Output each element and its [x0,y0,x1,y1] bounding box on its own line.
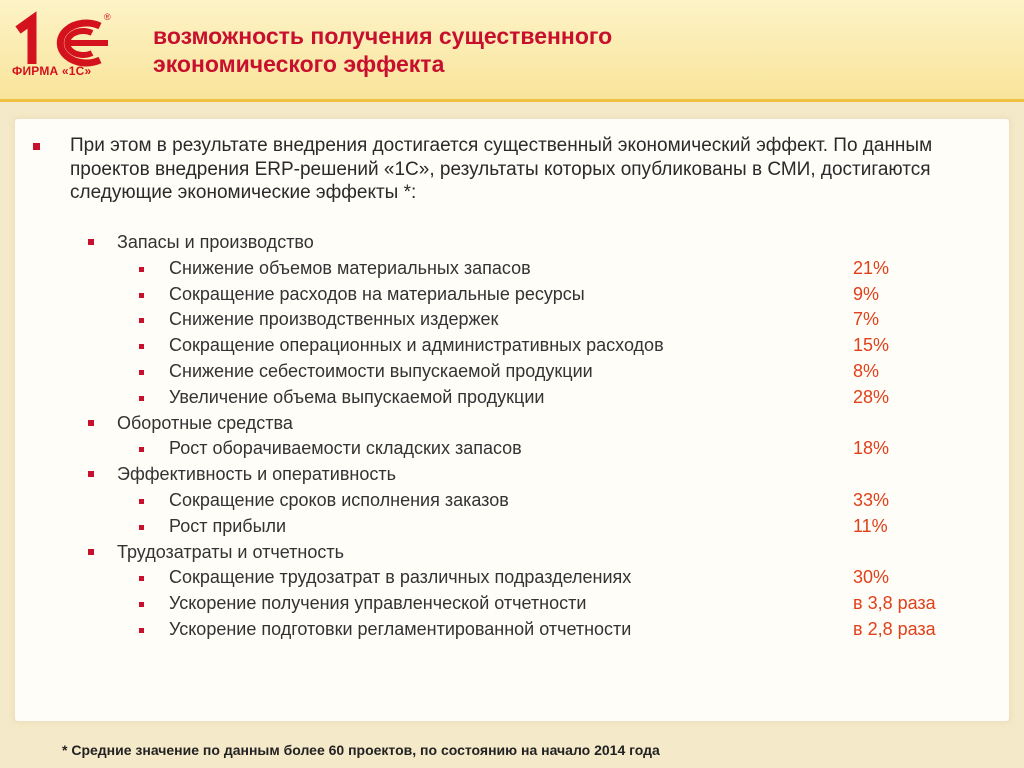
item-bullet-icon [139,318,144,323]
effect-value: 30% [853,567,890,588]
effect-row [0,256,1024,282]
effect-row [0,591,1024,617]
effect-label: Рост прибыли [169,515,287,536]
effect-value: 8% [853,360,880,381]
effect-row [0,565,1024,591]
effect-value: 9% [853,283,880,304]
footnote: * Средние значение по данным более 60 проектов, по состоянию на начало 2014 года [62,742,660,758]
effect-value: 33% [853,489,890,510]
effect-row [0,282,1024,308]
effect-row [0,617,1024,643]
effect-row [0,385,1024,411]
item-bullet-icon [139,370,144,375]
category-row [0,540,1024,566]
effect-row [0,488,1024,514]
category-row [0,462,1024,488]
effect-row [0,307,1024,333]
category-bullet-icon [88,471,94,477]
effect-value: 15% [853,335,890,356]
effect-label: Снижение объемов материальных запасов [169,257,531,278]
item-bullet-icon [139,396,144,401]
effect-value: 7% [853,309,880,330]
logo-caption: ФИРМА «1С» [12,64,92,78]
effect-label: Ускорение получения управленческой отчетности [169,593,587,614]
item-bullet-icon [139,628,144,633]
effect-row [0,514,1024,540]
effect-row [0,359,1024,385]
category-bullet-icon [88,239,94,245]
effect-label: Сокращение расходов на материальные ресурсы [169,283,585,304]
item-bullet-icon [139,267,144,272]
effect-value: 21% [853,257,890,278]
effect-value: в 3,8 раза [853,593,936,614]
category-label: Трудозатраты и отчетность [117,541,344,562]
effect-value: в 2,8 раза [853,618,936,639]
effect-label: Сокращение сроков исполнения заказов [169,489,509,510]
item-bullet-icon [139,576,144,581]
effect-label: Снижение производственных издержек [169,309,499,330]
category-row [0,230,1024,256]
header-bar [0,0,1024,102]
item-bullet-icon [139,344,144,349]
category-bullet-icon [88,549,94,555]
category-bullet-icon [88,420,94,426]
category-label: Эффективность и оперативность [117,464,396,485]
effect-label: Снижение себестоимости выпускаемой продукции [169,360,593,381]
effect-label: Рост оборачиваемости складских запасов [169,438,522,459]
item-bullet-icon [139,525,144,530]
title-line-2: экономического эффекта [153,51,445,77]
title-line-1: возможность получения существенного [153,23,613,49]
svg-text:®: ® [104,12,111,22]
effect-row [0,436,1024,462]
effect-value: 28% [853,386,890,407]
item-bullet-icon [139,447,144,452]
intro-paragraph: При этом в результате внедрения достигается существенный экономический эффект. По данным проектов внедрения ERP-решений «1С», результаты которых опубликованы в СМИ, достигаются следующие экономические эффекты *: [70,135,933,203]
effect-label: Ускорение подготовки регламентированной отчетности [169,618,632,639]
item-bullet-icon [139,499,144,504]
page-title [153,22,973,78]
effect-label: Сокращение трудозатрат в различных подразделениях [169,567,632,588]
item-bullet-icon [139,293,144,298]
effect-value: 18% [853,438,890,459]
effect-value: 11% [853,515,888,536]
effect-row [0,333,1024,359]
main-bullet-icon [33,143,40,150]
category-label: Запасы и производство [117,232,314,252]
effect-label: Увеличение объема выпускаемой продукции [169,386,545,407]
category-label: Оборотные средства [117,412,293,433]
effect-label: Сокращение операционных и административных расходов [169,335,664,356]
item-bullet-icon [139,602,144,607]
category-row [0,411,1024,437]
effects-list [0,230,1024,643]
